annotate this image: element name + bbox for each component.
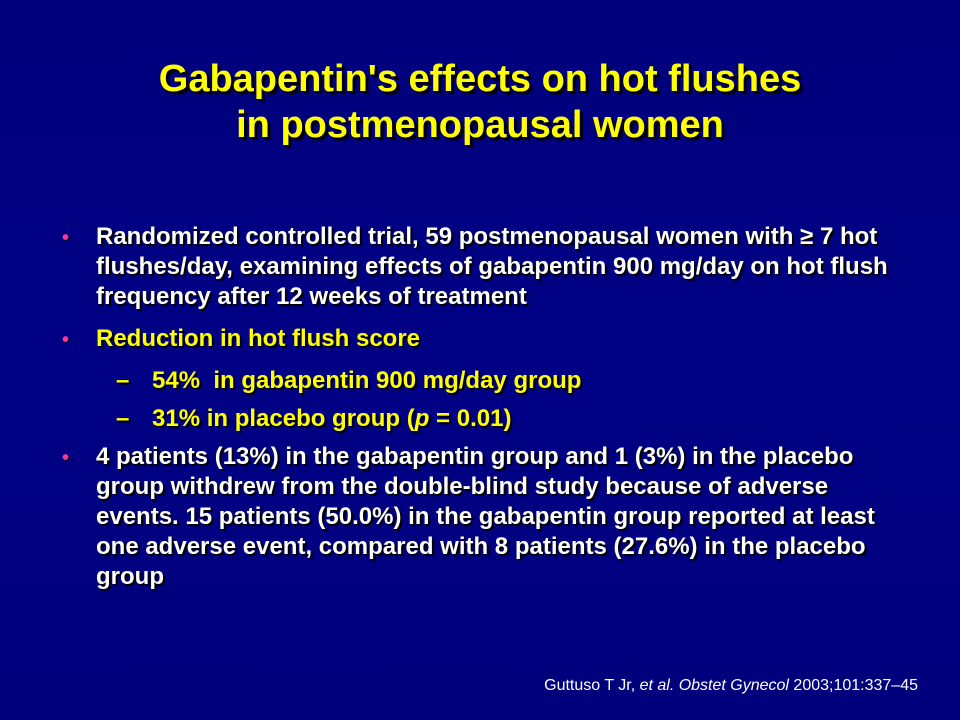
citation-authors: Guttuso T Jr,: [544, 677, 640, 694]
sub-item-text-pre: 31% in placebo group (: [152, 405, 415, 432]
sub-item-placebo: [62, 404, 912, 434]
citation-details: 2003;101:337–45: [788, 677, 918, 694]
bullet-item-trial: [62, 222, 912, 312]
bullet-text: 4 patients (13%) in the gabapentin group and 1 (3%) in the placebo group withdrew from the double-blind study because of adverse events. 15 patients (50.0%) in the gabapentin group reported at least one adverse event, compared with 8 patients (27.6%) in the placebo group: [96, 443, 875, 590]
sub-item-text: 54% in gabapentin 900 mg/day group: [152, 367, 582, 394]
bullet-dot-icon: •: [62, 447, 70, 469]
citation-journal: et al. Obstet Gynecol: [639, 677, 789, 694]
bullet-text: Reduction in hot flush score: [96, 325, 421, 352]
bullet-text: Randomized controlled trial, 59 postmenopausal women with ≥ 7 hot flushes/day, examining effects of gabapentin 900 mg/day on hot flush frequency after 12 weeks of treatment: [96, 223, 888, 310]
title-line-1: Gabapentin's effects on hot flushes: [158, 58, 802, 100]
citation: [544, 676, 918, 696]
bullet-item-adverse-events: [62, 442, 912, 592]
title-line-2: in postmenopausal women: [236, 104, 724, 146]
slide-title: [40, 56, 920, 148]
sub-item-text-post: = 0.01): [429, 405, 512, 432]
bullet-dot-icon: •: [62, 329, 70, 351]
dash-icon: –: [116, 367, 130, 394]
dash-icon: –: [116, 405, 130, 432]
sub-item-gabapentin: [62, 366, 912, 396]
bullet-item-reduction: [62, 324, 912, 354]
p-value-symbol: p: [414, 405, 430, 432]
bullet-dot-icon: •: [62, 227, 70, 249]
bullet-list: [62, 222, 912, 604]
